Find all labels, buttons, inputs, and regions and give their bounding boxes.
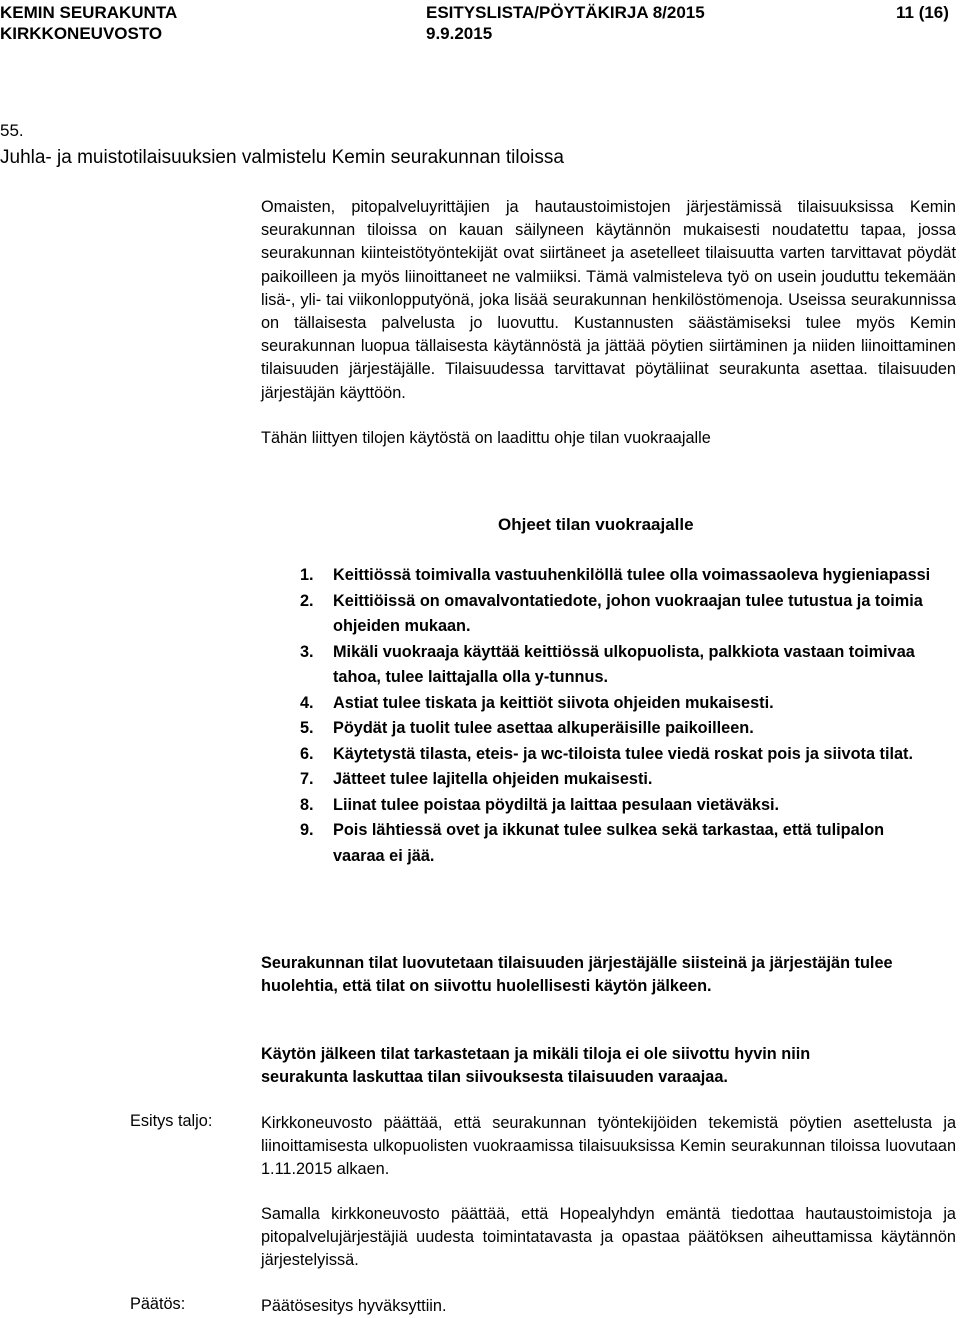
- proposal-text-2: Samalla kirkkoneuvosto päättää, että Hopealyhdyn emäntä tiedottaa hautaustoimistoja ja pitopalvelujärjestäjiä uudesta toimintatavasta ja opastaa päätöksen aiheuttamissa käytännön järjestelyissä.: [261, 1205, 956, 1270]
- decision-text: Päätösesitys hyväksyttiin.: [261, 1297, 447, 1315]
- list-item: 9. Pois lähtiessä ovet ja ikkunat tulee sulkea sekä tarkastaa, että tulipalon vaaraa ei jää.: [300, 821, 885, 865]
- rules-list: [300, 563, 940, 869]
- handover-note: Seurakunnan tilat luovutetaan tilaisuuden järjestäjälle siisteinä ja järjestäjän tulee huolehtia, että tilat on siivottu huolellisesti käytön jälkeen.: [261, 954, 893, 996]
- header-row-1: [0, 2, 960, 23]
- list-item: 1. Keittiössä toimivalla vastuuhenkilöllä tulee olla voimassaoleva hygieniapassi: [300, 566, 931, 584]
- proposal-text-1: Kirkkoneuvosto päättää, että seurakunnan työntekijöiden tekemistä pöytien asettelusta ja liinoittamisesta ulkopuolisten vuokraamissa tilaisuuksissa Kemin seurakunnan tiloissa luovutaan 1.11.2015 alkaen.: [261, 1114, 956, 1179]
- section-title: Juhla- ja muistotilaisuuksien valmistelu Kemin seurakunnan tiloissa: [0, 147, 564, 168]
- section-number: 55.: [0, 121, 24, 140]
- list-item: 2. Keittiöissä on omavalvontatiedote, johon vuokraajan tulee tutustua ja toimia ohjeiden mukaan.: [300, 591, 923, 635]
- header-row-2: [0, 23, 960, 44]
- list-item: 5. Pöydät ja tuolit tulee asettaa alkuperäisille paikoilleen.: [300, 719, 754, 737]
- intro-paragraph: Omaisten, pitopalveluyrittäjien ja hautaustoimistojen järjestämissä tilaisuuksissa Kemin seurakunnan tiloissa on kauan säilyneen käytännön mukaisesti noudatettu tapaa, jossa seurakunnan kiinteistötyöntekijät ovat siirtäneet ja asetelleet tilaisuutta varten tarvittavat pöydät paikoilleen ja myös liinoittaneet ne valmiiksi. Tämä valmisteleva työ on usein jouduttu tekemään lisä-, yli- tai viikonlopputyönä, joka lisää seurakunnan henkilöstömenoja. Useissa seurakunnissa on tällaisesta palvelusta jo luovuttu. Kustannusten säästämiseksi tulee myös Kemin seurakunnan luopua tällaisesta käytännöstä ja jättää pöytien siirtäminen ja niiden liinoittaminen tilaisuuden järjestäjälle. Tilaisuudessa tarvittavat pöytäliinat seurakunta asettaa. tilaisuuden järjestäjän käyttöön.: [261, 198, 956, 402]
- intro-body: [261, 196, 956, 450]
- guide-title: Ohjeet tilan vuokraajalle: [498, 515, 694, 534]
- org-name: KEMIN SEURAKUNTA: [0, 3, 178, 22]
- guide-intro: Tähän liittyen tilojen käytöstä on laadittu ohje tilan vuokraajalle: [261, 428, 711, 447]
- list-item: 7. Jätteet tulee lajitella ohjeiden mukaisesti.: [300, 770, 653, 788]
- inspection-note: Käytön jälkeen tilat tarkastetaan ja mikäli tiloja ei ole siivottu hyvin niin seurakunta laskuttaa tilan siivouksesta tilaisuuden varaajaa.: [261, 1045, 811, 1087]
- proposal-label: Esitys taljo:: [130, 1112, 213, 1130]
- decision-label: Päätös:: [130, 1295, 186, 1313]
- list-item: 8. Liinat tulee poistaa pöydiltä ja laittaa pesulaan vietäväksi.: [300, 795, 780, 814]
- list-item: 6. Käytetystä tilasta, eteis- ja wc-tiloista tulee viedä roskat pois ja siivota tilat.: [300, 744, 914, 763]
- meeting-date: 9.9.2015: [426, 24, 493, 43]
- document-header: [0, 2, 960, 44]
- page-number: 11 (16): [896, 3, 949, 22]
- doc-type: ESITYSLISTA/PÖYTÄKIRJA 8/2015: [426, 3, 705, 22]
- list-item: 3. Mikäli vuokraaja käyttää keittiössä ulkopuolista, palkkiota vastaan toimivaa tahoa, tulee laittajalla olla y-tunnus.: [300, 642, 915, 686]
- list-item: 4. Astiat tulee tiskata ja keittiöt siivota ohjeiden mukaisesti.: [300, 693, 774, 712]
- body-name: KIRKKONEUVOSTO: [0, 24, 163, 43]
